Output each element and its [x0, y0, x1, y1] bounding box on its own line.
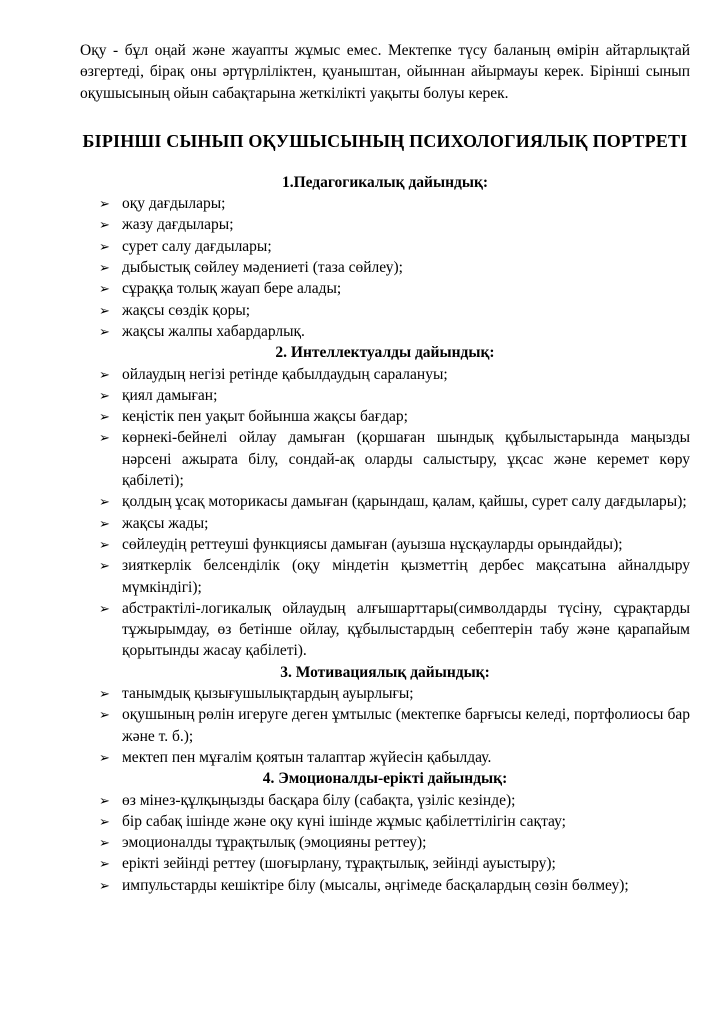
bullet-arrow-icon: ➢: [99, 687, 110, 703]
list-item-text: жақсы сөздік қоры;: [122, 301, 251, 319]
list-item-text: қолдың ұсақ моторикасы дамыған (қарындаш, қалам, қайшы, сурет салу дағдылары);: [122, 493, 687, 511]
bullet-arrow-icon: ➢: [99, 516, 110, 532]
bullet-arrow-icon: ➢: [99, 197, 110, 213]
section-heading: 3. Мотивациялық дайындық:: [280, 663, 490, 681]
list-item-text: жазу дағдылары;: [122, 216, 234, 234]
intro-paragraph: Оқу - бұл оңай және жауапты жұмыс емес. Мектепке түсу баланың өмірін айтарлықтай өзгертеді, бірақ оны әртүрліліктен, қуаныштан, ойыннан айырмауы керек. Бірінші сынып оқушысының ойын сабақтарына жеткілікті уақыты болуы керек.: [80, 42, 690, 102]
list-item: [80, 683, 690, 704]
page-title: БІРІНШІ СЫНЫП ОҚУШЫСЫНЫҢ ПСИХОЛОГИЯЛЫҚ ПОРТРЕТІ: [82, 130, 688, 151]
list-item: [80, 193, 690, 214]
bullet-arrow-icon: ➢: [99, 218, 110, 234]
bullet-arrow-icon: ➢: [99, 282, 110, 298]
bullet-arrow-icon: ➢: [99, 303, 110, 319]
list-item-text: қиял дамыған;: [122, 386, 218, 404]
bullet-arrow-icon: ➢: [99, 495, 110, 511]
section-items: [80, 790, 690, 896]
list-item-text: жақсы жалпы хабардарлық.: [122, 322, 305, 340]
list-item: [80, 321, 690, 342]
list-item: [80, 747, 690, 768]
bullet-arrow-icon: ➢: [99, 559, 110, 575]
bullet-arrow-icon: ➢: [99, 410, 110, 426]
list-item-text: зияткерлік белсенділік (оқу міндетін қызметтің дербес мақсатына айналдыру мүмкіндігі);: [122, 557, 690, 596]
bullet-arrow-icon: ➢: [99, 367, 110, 383]
list-item-text: сурет салу дағдылары;: [122, 237, 272, 255]
list-item-text: ерікті зейінді реттеу (шоғырлану, тұрақтылық, зейінді ауыстыру);: [122, 855, 556, 873]
list-item-text: жақсы жады;: [122, 514, 209, 532]
list-item: [80, 534, 690, 555]
bullet-arrow-icon: ➢: [99, 750, 110, 766]
list-item: [80, 278, 690, 299]
list-item: [80, 853, 690, 874]
list-item: [80, 385, 690, 406]
list-item-text: оқушының рөлін игеруге деген ұмтылыс (мектепке барғысы келеді, портфолиосы бар және т. б.);: [122, 706, 690, 745]
bullet-arrow-icon: ➢: [99, 878, 110, 894]
bullet-arrow-icon: ➢: [99, 708, 110, 724]
list-item: [80, 491, 690, 512]
list-item-text: кеңістік пен уақыт бойынша жақсы бағдар;: [122, 408, 408, 426]
list-item: [80, 513, 690, 534]
list-item-text: мектеп пен мұғалім қоятын талаптар жүйесін қабылдау.: [122, 748, 492, 766]
list-item-text: сөйлеудің реттеуші функциясы дамыған (ауызша нұсқауларды орындайды);: [122, 535, 623, 553]
sections-container: [80, 172, 690, 896]
list-item: [80, 364, 690, 385]
list-item-text: дыбыстық сөйлеу мәдениеті (таза сөйлеу);: [122, 259, 403, 277]
section-heading: 2. Интеллектуалды дайындық:: [275, 344, 495, 362]
bullet-arrow-icon: ➢: [99, 239, 110, 255]
list-item-text: өз мінез-құлқыңызды басқара білу (сабақта, үзіліс кезінде);: [122, 791, 516, 809]
list-item: [80, 214, 690, 235]
list-item-text: эмоционалды тұрақтылық (эмоцияны реттеу);: [122, 834, 427, 852]
section-heading: 1.Педагогикалық дайындық:: [281, 173, 489, 191]
list-item: [80, 875, 690, 896]
bullet-arrow-icon: ➢: [99, 857, 110, 873]
list-item-text: оқу дағдылары;: [122, 195, 226, 213]
list-item: [80, 406, 690, 427]
list-item-text: ойлаудың негізі ретінде қабылдаудың саралануы;: [122, 365, 448, 383]
section-items: [80, 193, 690, 342]
section: [80, 768, 690, 896]
list-item: [80, 704, 690, 747]
bullet-arrow-icon: ➢: [99, 388, 110, 404]
list-item: [80, 811, 690, 832]
list-item: [80, 832, 690, 853]
list-item: [80, 300, 690, 321]
list-item-text: бір сабақ ішінде және оқу күні ішінде жұмыс қабілеттілігін сақтау;: [122, 812, 566, 830]
bullet-arrow-icon: ➢: [99, 601, 110, 617]
section-heading: 4. Эмоционалды-ерікті дайындық:: [262, 770, 508, 788]
list-item-text: көрнекі-бейнелі ойлау дамыған (қоршаған шындық құбылыстарында маңызды нәрсені ажырата білу, сондай-ақ оларды салыстыру, ұқсас және керемет көру қабілеті);: [122, 429, 690, 490]
section-items: [80, 364, 690, 662]
bullet-arrow-icon: ➢: [99, 814, 110, 830]
bullet-arrow-icon: ➢: [99, 537, 110, 553]
section: [80, 172, 690, 342]
list-item-text: сұраққа толық жауап бере алады;: [122, 280, 342, 298]
bullet-arrow-icon: ➢: [99, 431, 110, 447]
list-item: [80, 236, 690, 257]
list-item: [80, 257, 690, 278]
list-item: [80, 555, 690, 598]
bullet-arrow-icon: ➢: [99, 793, 110, 809]
list-item-text: абстрактілі-логикалық ойлаудың алғышарттары(символдарды түсіну, сұрақтарды тұжырымдау, өз бетінше ойлау, құбылыстардың себептерін табу және қарапайым қорытынды жасау қабілеті).: [122, 599, 690, 660]
bullet-arrow-icon: ➢: [99, 836, 110, 852]
list-item: [80, 427, 690, 491]
list-item-text: танымдық қызығушылықтардың ауырлығы;: [122, 685, 414, 703]
section: [80, 342, 690, 661]
section: [80, 662, 690, 768]
list-item: [80, 598, 690, 662]
section-items: [80, 683, 690, 768]
bullet-arrow-icon: ➢: [99, 261, 110, 277]
bullet-arrow-icon: ➢: [99, 324, 110, 340]
list-item-text: импульстарды кешіктіре білу (мысалы, әңгімеде басқалардың сөзін бөлмеу);: [122, 876, 629, 894]
list-item: [80, 790, 690, 811]
